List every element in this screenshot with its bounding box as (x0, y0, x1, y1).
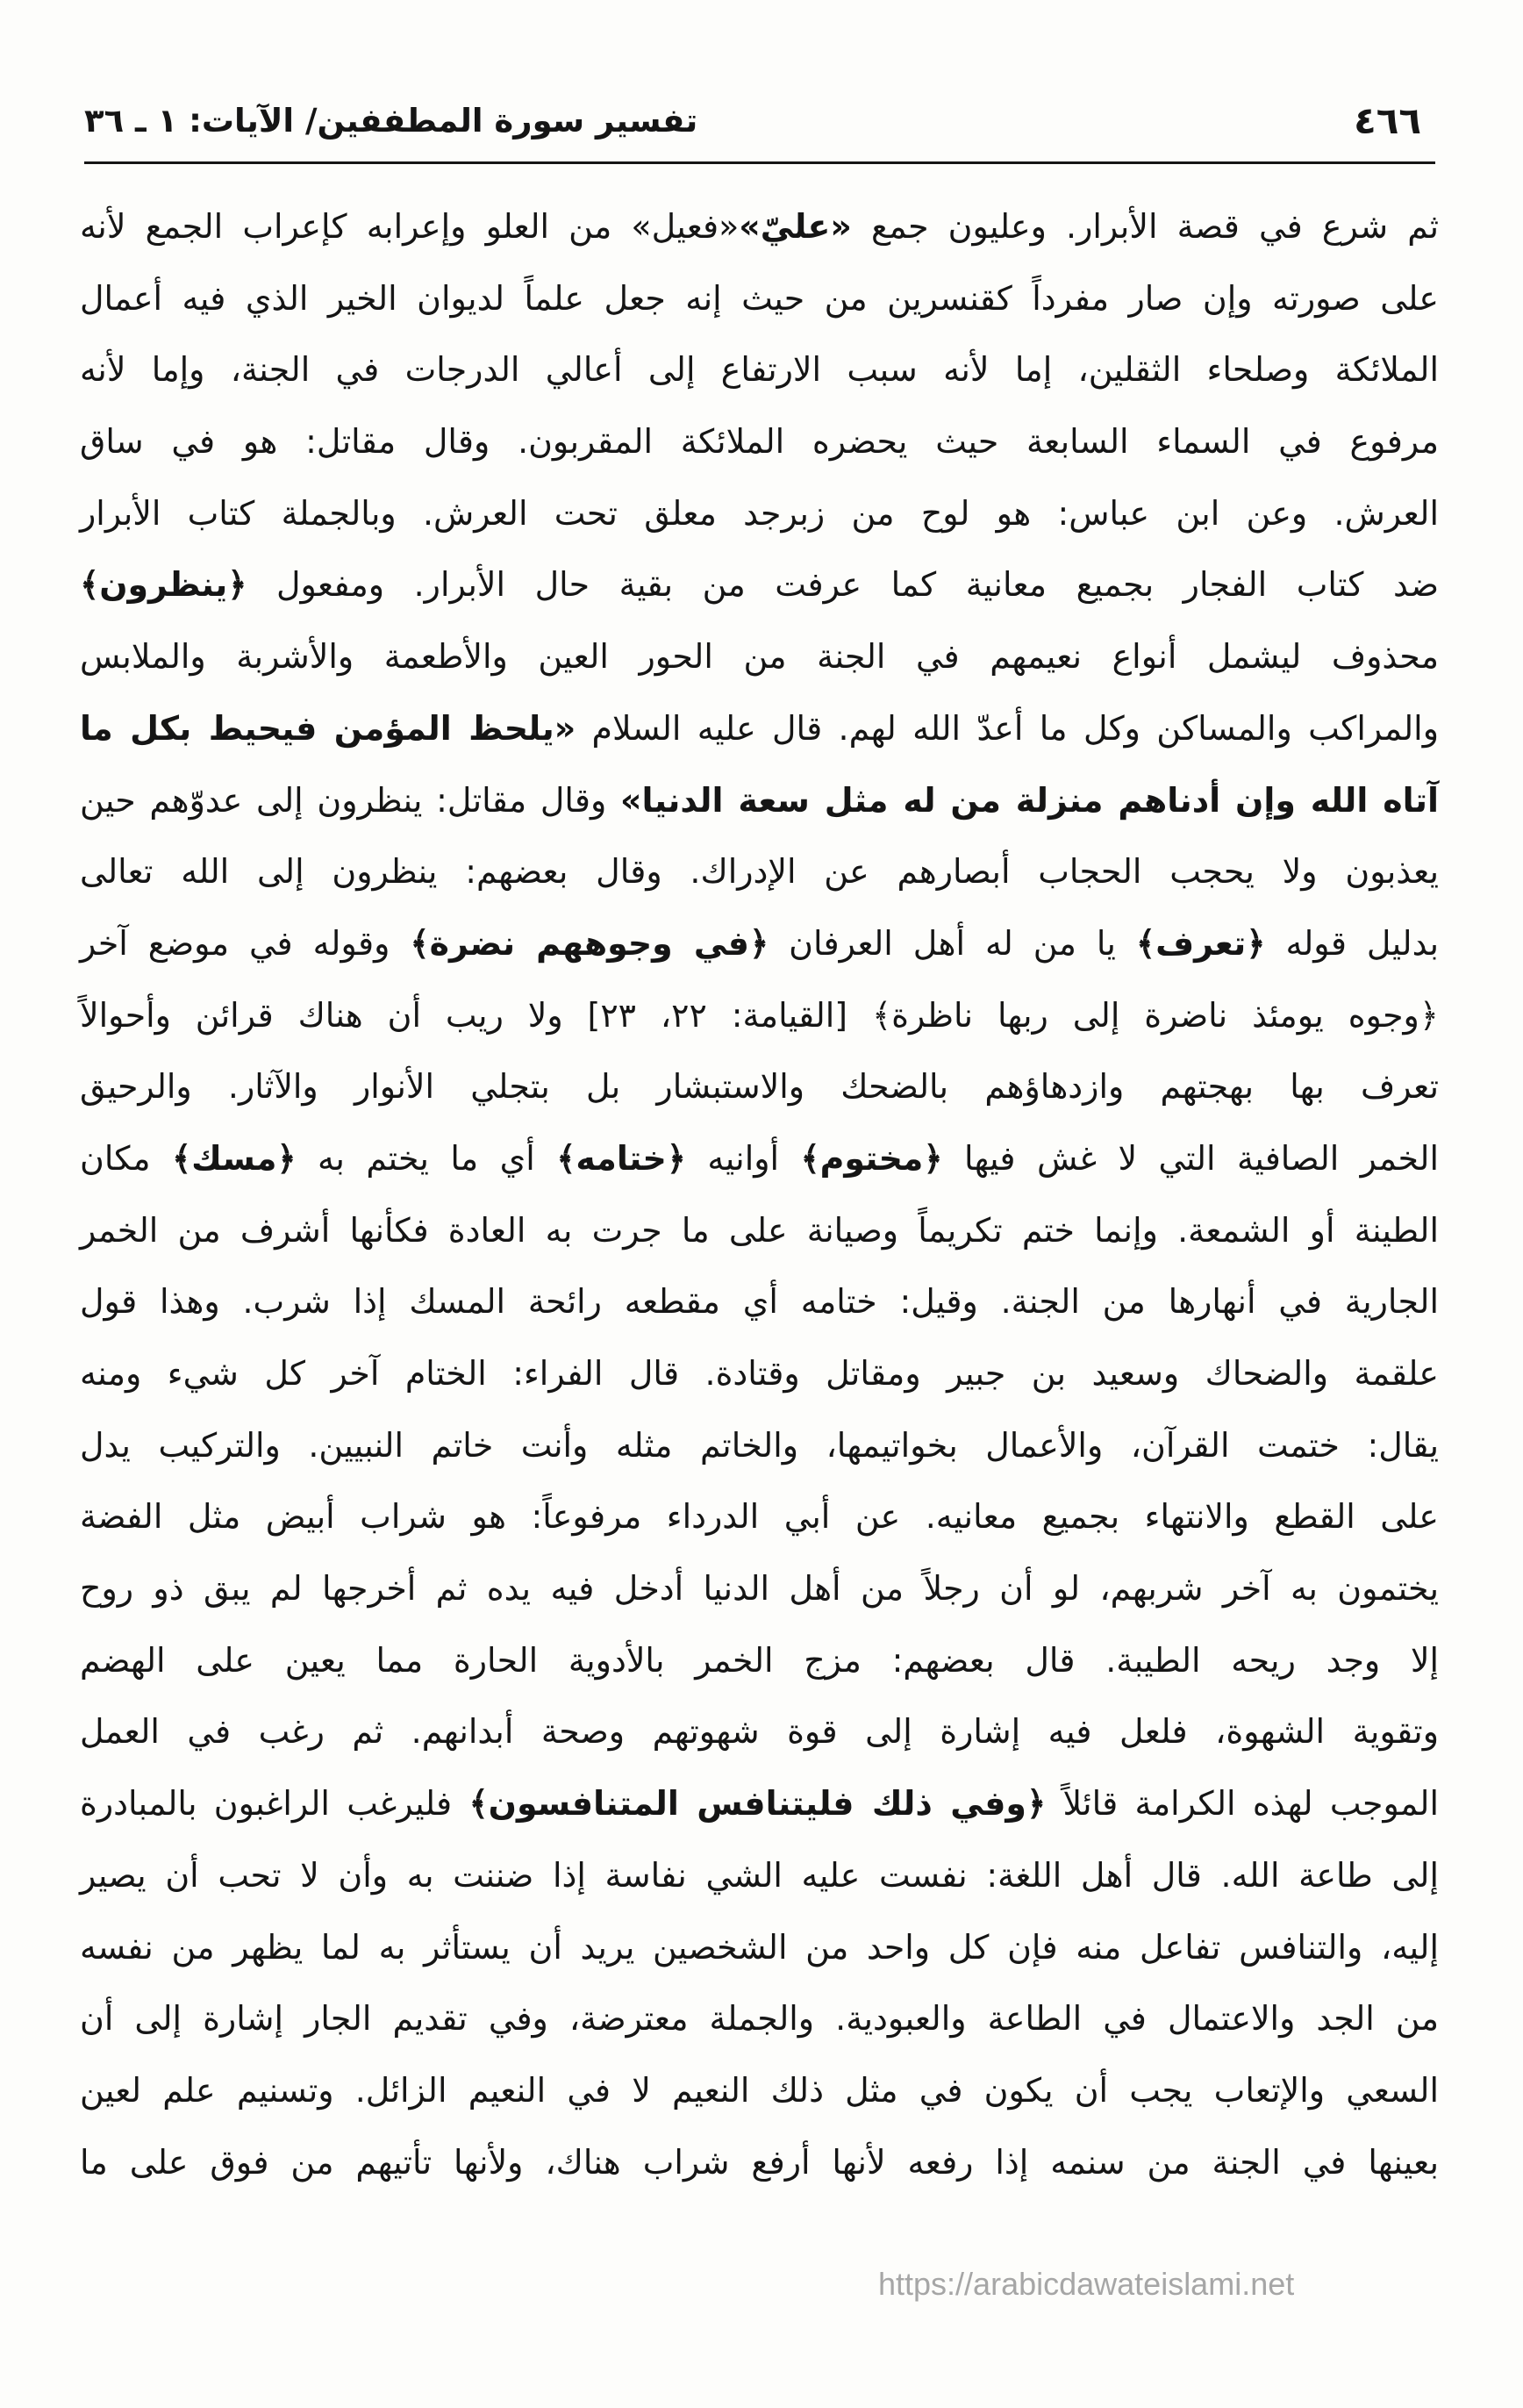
text-line (80, 1338, 1439, 1410)
text-line (80, 1123, 1439, 1195)
text-segment: الخمر الصافية التي لا غش فيها (942, 1138, 1439, 1178)
emphasized-text: ﴿ينظرون﴾ (80, 565, 247, 605)
emphasized-text: «يلحظ المؤمن فيحيط بكل ما (80, 708, 576, 748)
emphasized-text: ﴿ختامه﴾ (556, 1138, 687, 1178)
text-segment: إلا وجد ريحه الطيبة. قال بعضهم: مزج الخمر بالأدوية الحارة مما يعين على الهضم (80, 1640, 1439, 1680)
text-segment: وتقوية الشهوة، فلعل فيه إشارة إلى قوة شهوتهم وصحة أبدانهم. ثم رغب في العمل (80, 1712, 1439, 1752)
text-segment: «فعيل» من العلو وإعرابه كإعراب الجمع لأنه (80, 207, 740, 246)
text-line (80, 1410, 1439, 1482)
text-segment: والمراكب والمساكن وكل ما أعدّ الله لهم. قال عليه السلام (576, 708, 1439, 748)
text-segment: الملائكة وصلحاء الثقلين، إما لأنه سبب الارتفاع إلى أعالي الدرجات في الجنة، وإما لأنه (80, 350, 1439, 390)
text-segment: الجارية في أنهارها من الجنة. وقيل: ختامه أي مقطعه رائحة المسك إذا شرب. وهذا قول (80, 1282, 1439, 1322)
text-line (80, 765, 1439, 837)
text-line (80, 549, 1439, 621)
text-segment: محذوف ليشمل أنواع نعيمهم في الجنة من الحور العين والأطعمة والأشربة والملابس (80, 637, 1439, 677)
text-segment: مكان (80, 1138, 172, 1178)
text-segment: الطينة أو الشمعة. وإنما ختم تكريماً وصيانة على ما جرت به العادة فكأنها أشرف من الخمر (80, 1210, 1439, 1250)
running-title: تفسير سورة المطففين/ الآيات: ١ ـ ٣٦ (84, 102, 698, 140)
text-segment: من الجد والاعتمال في الطاعة والعبودية. والجملة معترضة، وفي تقديم الجار إشارة إلى أن (80, 1999, 1439, 2039)
text-line (80, 263, 1439, 335)
text-segment: وقوله في موضع آخر (80, 923, 411, 963)
emphasized-text: ﴿وفي ذلك فليتنافس المتنافسون﴾ (468, 1784, 1047, 1824)
text-line (80, 1983, 1439, 2055)
text-line (80, 1696, 1439, 1768)
text-segment: يختمون به آخر شربهم، لو أن رجلاً من أهل الدنيا أدخل فيه يده ثم أخرجها لم يبق ذو روح (80, 1569, 1439, 1609)
text-segment: إلى طاعة الله. قال أهل اللغة: نفست عليه الشي نفاسة إذا ضننت به وأن لا تحب أن يصير (80, 1855, 1439, 1895)
text-segment: يقال: ختمت القرآن، والأعمال بخواتيمها، والخاتم مثله وأنت خاتم النبيين. والتركيب يدل (80, 1425, 1439, 1465)
text-line (80, 1912, 1439, 1984)
text-segment: على القطع والانتهاء بجميع معانيه. عن أبي الدرداء مرفوعاً: هو شراب أبيض مثل الفضة (80, 1497, 1439, 1537)
text-segment: إليه، والتنافس تفاعل منه فإن كل واحد من الشخصين يريد أن يستأثر به لما يظهر من نفسه (80, 1927, 1439, 1967)
body-text (80, 191, 1439, 2198)
emphasized-text: «عليّ» (739, 207, 852, 246)
page-number: ٤٦٦ (1354, 99, 1421, 142)
text-line (80, 908, 1439, 980)
text-segment: تعرف بها بهجتهم وازدهاؤهم بالضحك والاستبشار بل بتجلي الأنوار والآثار. والرحيق (80, 1067, 1439, 1107)
text-segment: يا من له أهل العرفان (769, 923, 1136, 963)
emphasized-text: ﴿مختوم﴾ (800, 1138, 943, 1178)
text-line (80, 693, 1439, 765)
text-line (80, 1195, 1439, 1267)
text-segment: يعذبون ولا يحجب الحجاب أبصارهم عن الإدراك. وقال بعضهم: ينظرون إلى الله تعالى (80, 852, 1439, 892)
text-line (80, 836, 1439, 908)
text-line (80, 1768, 1439, 1840)
text-segment: السعي والإتعاب يجب أن يكون في مثل ذلك النعيم لا في النعيم الزائل. وتسنيم علم لعين (80, 2070, 1439, 2110)
text-line (80, 2127, 1439, 2199)
text-segment: ﴿وجوه يومئذ ناضرة إلى ربها ناظرة﴾ [القيامة: ٢٢، ٢٣] ولا ريب أن هناك قرائن وأحوالاً (80, 995, 1440, 1035)
text-line (80, 2055, 1439, 2127)
text-line (80, 1553, 1439, 1625)
text-segment: وقال مقاتل: ينظرون إلى عدوّهم حين (80, 780, 621, 820)
text-segment: أوانيه (686, 1138, 801, 1178)
text-line (80, 621, 1439, 693)
text-line (80, 334, 1439, 406)
text-segment: على صورته وإن صار مفرداً كقنسرين من حيث إنه جعل علماً لديوان الخير الذي فيه أعمال (80, 278, 1439, 318)
text-segment: الموجب لهذه الكرامة قائلاً (1046, 1784, 1439, 1824)
text-segment: ثم شرع في قصة الأبرار. وعليون جمع (851, 207, 1439, 246)
text-segment: بعينها في الجنة من سنمه إذا رفعه لأنها أرفع شراب هناك، ولأنها تأتيهم من فوق على ما (80, 2142, 1439, 2182)
emphasized-text: آتاه الله وإن أدناهم منزلة من له مثل سعة الدنيا» (620, 780, 1440, 820)
text-segment: مرفوع في السماء السابعة حيث يحضره الملائكة المقربون. وقال مقاتل: هو في ساق (80, 422, 1439, 462)
text-line (80, 1840, 1439, 1912)
text-line (80, 980, 1439, 1052)
text-segment: العرش. وعن ابن عباس: هو لوح من زبرجد معلق تحت العرش. وبالجملة كتاب الأبرار (80, 493, 1439, 533)
text-line (80, 1481, 1439, 1553)
emphasized-text: ﴿تعرف﴾ (1135, 923, 1266, 963)
text-line (80, 191, 1439, 263)
emphasized-text: ﴿في وجوههم نضرة﴾ (410, 923, 769, 963)
text-line (80, 478, 1439, 550)
text-line (80, 406, 1439, 478)
text-line (80, 1051, 1439, 1123)
text-segment: علقمة والضحاك وسعيد بن جبير ومقاتل وقتادة. قال الفراء: الختام آخر كل شيء ومنه (80, 1354, 1439, 1393)
text-line (80, 1266, 1439, 1338)
text-segment: ضد كتاب الفجار بجميع معانية كما عرفت من بقية حال الأبرار. ومفعول (247, 565, 1439, 605)
emphasized-text: ﴿مسك﴾ (171, 1138, 297, 1178)
text-segment: بدليل قوله (1265, 923, 1440, 963)
header-rule (84, 161, 1435, 164)
text-segment: فليرغب الراغبون بالمبادرة (80, 1784, 469, 1824)
text-segment: أي ما يختم به (296, 1138, 557, 1178)
text-line (80, 1625, 1439, 1697)
page-header (84, 88, 1421, 154)
watermark-url: https://arabicdawateislami.net (878, 2266, 1295, 2302)
